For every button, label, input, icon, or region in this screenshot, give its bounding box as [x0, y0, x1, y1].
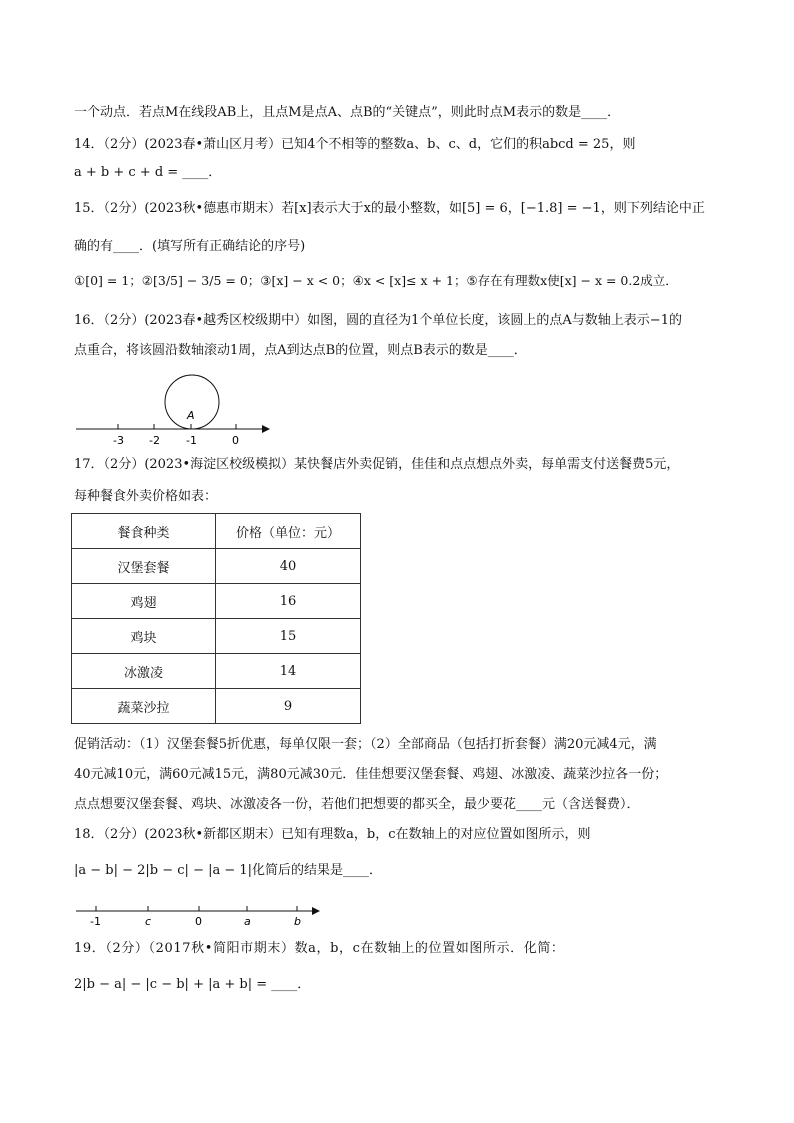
tick-label: -1: [186, 434, 197, 447]
table-cell: 汉堡套餐: [72, 549, 216, 584]
table-cell: 鸡翅: [72, 584, 216, 619]
table-row: [72, 549, 361, 584]
table-row: [72, 619, 361, 654]
question-16-line1: 16．（2分）(2023春•越秀区校级期中）如图，圆的直径为1个单位长度，该圆上的点A与数轴上表示−1的: [74, 313, 682, 328]
question-17-line2: 每种餐食外卖价格如表：: [74, 489, 218, 504]
axis-arrow: [312, 907, 320, 915]
tick-label: a: [244, 915, 251, 928]
question-15-line1: 15．（2分）(2023秋•德惠市期末）若[x]表示大于x的最小整数，如[5] = 6，[−1.8] = −1，则下列结论中正: [74, 201, 705, 216]
rolling-circle: [165, 375, 219, 429]
question-19-line1: 19．（2分）（2017秋•简阳市期末）数a，b，c在数轴上的位置如图所示．化简：: [74, 941, 565, 956]
table-cell: 14: [216, 654, 361, 689]
tick-label: b: [294, 915, 301, 928]
table-cell: 9: [216, 689, 361, 724]
table-header-row: [72, 514, 361, 549]
number-line-18: [76, 906, 320, 928]
tick-label: -1: [90, 915, 101, 928]
question-14-line2: a + b + c + d = ____．: [74, 165, 222, 180]
question-15-options: ①[0] = 1；②[3/5] − 3/5 = 0；③[x] − x < 0；④x < [x]≤ x + 1；⑤存在有理数x使[x] − x = 0.2成立．: [74, 273, 678, 288]
question-17-line1: 17．（2分）(2023•海淀区校级模拟）某快餐店外卖促销，佳佳和点点想点外卖，每单需支付送餐费5元，: [74, 457, 680, 472]
tick-label: c: [145, 915, 152, 928]
number-line-16: [76, 375, 270, 447]
table-cell: 冰激凌: [72, 654, 216, 689]
table-cell: 40: [216, 549, 361, 584]
question-16-line2: 点重合，将该圆沿数轴滚动1周，点A到达点B的位置，则点B表示的数是____．: [74, 343, 527, 358]
question-15-line2: 确的有____．(填写所有正确结论的序号): [74, 239, 306, 254]
tick-label: 0: [195, 915, 202, 928]
question-17-promo1: 促销活动：（1）汉堡套餐5折优惠，每单仅限一套；（2）全部商品（包括打折套餐）满20元减4元，满: [74, 737, 657, 752]
table-cell: 16: [216, 584, 361, 619]
tick-label: 0: [232, 434, 239, 447]
question-17-promo3: 点点想要汉堡套餐、鸡块、冰激凌各一份，若他们把想要的都买全，最少要花____元（含送餐费）．: [74, 797, 640, 812]
table-row: [72, 689, 361, 724]
table-row: [72, 654, 361, 689]
question-18-line2: |a − b| − 2|b − c| − |a − 1|化简后的结果是____．: [74, 863, 383, 878]
table-cell: 蔬菜沙拉: [72, 689, 216, 724]
question-18-line1: 18．（2分）(2023秋•新都区期末）已知有理数a，b，c在数轴上的对应位置如图所示，则: [74, 827, 591, 842]
point-a-label: A: [187, 409, 195, 422]
axis-arrow: [262, 425, 270, 433]
price-table: [71, 513, 361, 724]
question-14-line1: 14．（2分）(2023春•萧山区月考）已知4个不相等的整数a、b、c、d，它们的积abcd = 25，则: [74, 137, 636, 152]
tick-label: -3: [113, 434, 124, 447]
table-header: 价格（单位：元）: [216, 514, 361, 549]
table-row: [72, 584, 361, 619]
tick-label: -2: [149, 434, 160, 447]
question-19-line2: 2|b − a| − |c − b| + |a + b| = ____．: [74, 977, 311, 992]
question-17-promo2: 40元减10元，满60元减15元，满80元减30元．佳佳想要汉堡套餐、鸡翅、冰激凌、蔬菜沙拉各一份；: [74, 767, 668, 782]
table-cell: 鸡块: [72, 619, 216, 654]
table-header: 餐食种类: [72, 514, 216, 549]
question-13-tail: 一个动点．若点M在线段AB上，且点M是点A、点B的“关键点”，则此时点M表示的数是____．: [74, 105, 621, 120]
table-cell: 15: [216, 619, 361, 654]
